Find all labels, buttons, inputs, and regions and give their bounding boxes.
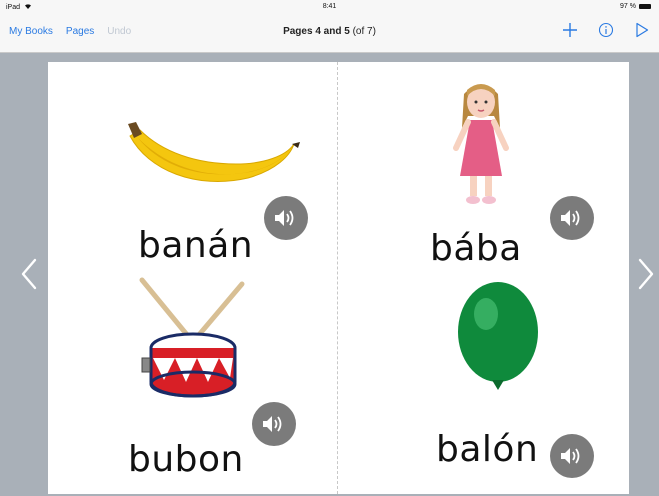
card-word: banán — [138, 225, 254, 266]
nav-bar — [0, 14, 659, 53]
doll-image[interactable] — [446, 76, 516, 210]
undo-button[interactable]: Undo — [107, 26, 132, 37]
card-word: bubon — [128, 439, 244, 480]
pages-button[interactable]: Pages — [65, 26, 95, 37]
page-title-main: Pages 4 and 5 — [283, 26, 350, 37]
speaker-icon — [559, 446, 585, 466]
speaker-icon — [273, 208, 299, 228]
speaker-icon — [559, 208, 585, 228]
card-word: balón — [436, 429, 539, 470]
nav-right — [561, 21, 651, 39]
info-icon[interactable] — [597, 21, 615, 39]
status-time: 8:41 — [322, 3, 337, 10]
sound-button[interactable] — [550, 196, 594, 240]
status-bar — [0, 0, 659, 14]
play-icon[interactable] — [633, 21, 651, 39]
balloon-image[interactable] — [452, 280, 544, 410]
battery-icon — [639, 4, 651, 9]
speaker-icon — [261, 414, 287, 434]
plus-icon[interactable] — [561, 21, 579, 39]
device-label: iPad — [6, 4, 21, 11]
drum-image[interactable] — [136, 274, 266, 404]
sound-button[interactable] — [264, 196, 308, 240]
sound-button[interactable] — [252, 402, 296, 446]
sound-button[interactable] — [550, 434, 594, 478]
chevron-left-icon — [21, 258, 37, 290]
next-page-button[interactable] — [635, 256, 657, 292]
my-books-button[interactable]: My Books — [9, 26, 53, 37]
previous-page-button[interactable] — [18, 256, 40, 292]
banana-image[interactable] — [118, 108, 308, 208]
chevron-right-icon — [638, 258, 654, 290]
status-right — [620, 3, 651, 10]
page-divider — [337, 62, 338, 494]
card-word: bába — [430, 228, 522, 269]
page-title-suffix: (of 7) — [352, 26, 376, 37]
battery-percent: 97 % — [620, 3, 636, 10]
book-spread — [48, 62, 629, 494]
